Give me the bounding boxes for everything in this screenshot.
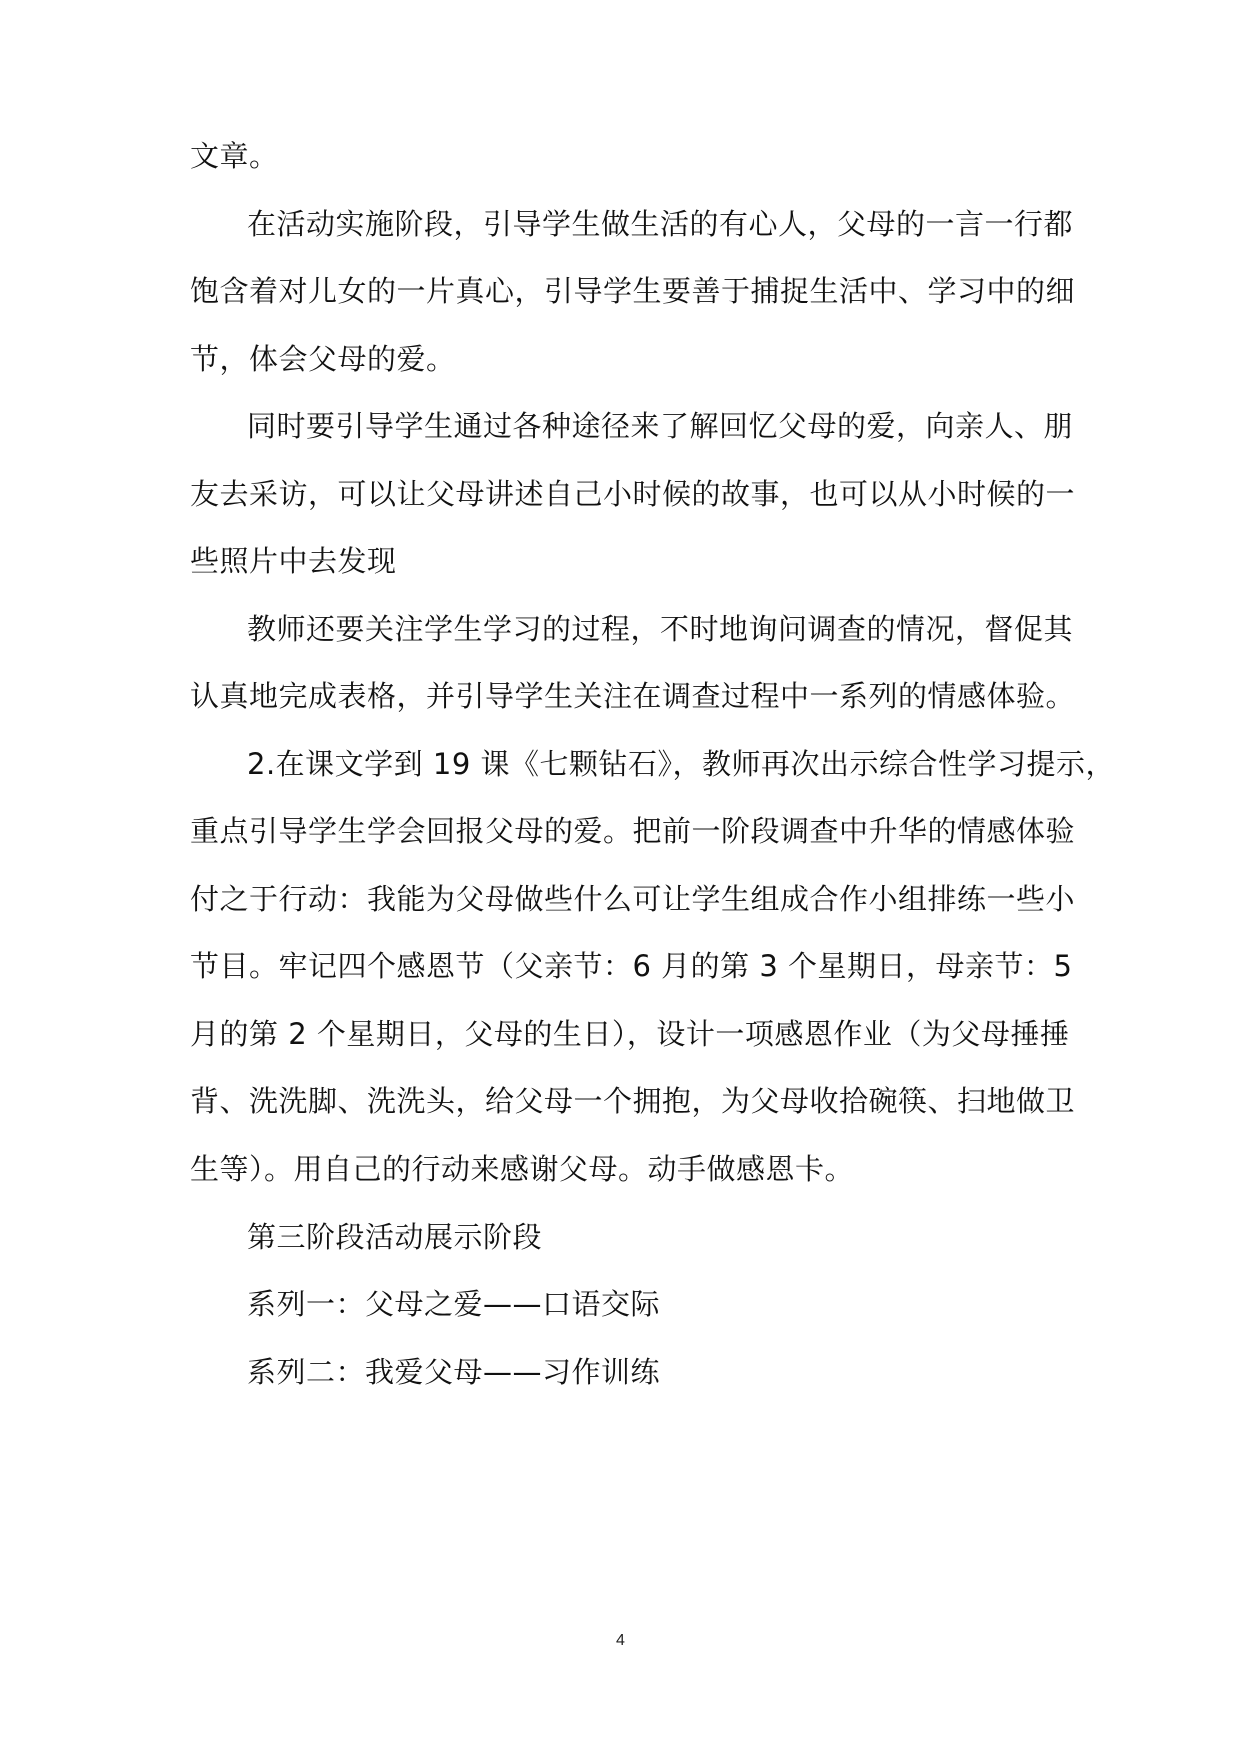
page-number: 4	[616, 1632, 625, 1649]
text-line-5: 同时要引导学生通过各种途径来了解回忆父母的爱，向亲人、朋	[247, 409, 1074, 443]
text-line-3: 饱含着对儿女的一片真心，引导学生要善于捕捉生活中、学习中的细	[190, 274, 1076, 308]
text-line-12: 付之于行动：我能为父母做些什么可让学生组成合作小组排练一些小	[190, 882, 1076, 916]
text-line-14: 月的第 2 个星期日，父母的生日），设计一项感恩作业（为父母捶捶	[190, 1017, 1070, 1051]
text-line-2: 在活动实施阶段，引导学生做生活的有心人，父母的一言一行都	[247, 207, 1074, 241]
text-line-16: 生等）。用自己的行动来感谢父母。动手做感恩卡。	[190, 1152, 855, 1186]
text-line-1: 文章。	[190, 139, 279, 173]
text-line-7: 些照片中去发现	[190, 544, 397, 578]
series-item-1: 系列一：父母之爱——口语交际	[247, 1287, 661, 1321]
series-item-2: 系列二：我爱父母——习作训练	[247, 1355, 661, 1389]
text-line-9: 认真地完成表格，并引导学生关注在调查过程中一系列的情感体验。	[190, 679, 1076, 713]
text-line-13: 节目。牢记四个感恩节（父亲节：6 月的第 3 个星期日，母亲节：5	[190, 949, 1073, 983]
text-line-11: 重点引导学生学会回报父母的爱。把前一阶段调查中升华的情感体验	[190, 814, 1076, 848]
section-heading: 第三阶段活动展示阶段	[247, 1220, 543, 1254]
text-line-8: 教师还要关注学生学习的过程，不时地询问调查的情况，督促其	[247, 612, 1074, 646]
text-line-6: 友去采访，可以让父母讲述自己小时候的故事，也可以从小时候的一	[190, 477, 1076, 511]
text-line-4: 节，体会父母的爱。	[190, 342, 456, 376]
text-line-10: 2.在课文学到 19 课《七颗钻石》，教师再次出示综合性学习提示，	[247, 747, 1116, 781]
text-line-15: 背、洗洗脚、洗洗头，给父母一个拥抱，为父母收拾碗筷、扫地做卫	[190, 1084, 1076, 1118]
